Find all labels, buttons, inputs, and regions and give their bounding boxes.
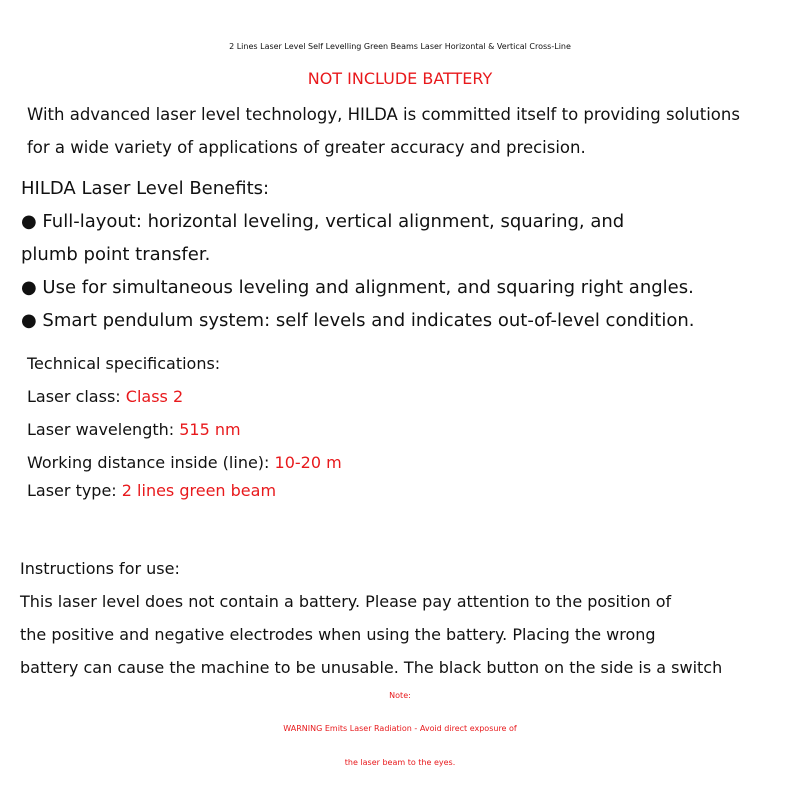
spec-laser-class (27, 389, 183, 405)
battery-warning-banner: NOT INCLUDE BATTERY (307, 69, 493, 88)
benefit-item: ● Full-layout: horizontal leveling, vertical alignment, squaring, and (21, 211, 625, 232)
spec-label: Working distance inside (line): (27, 453, 275, 472)
benefit-item: ● Smart pendulum system: self levels and indicates out-of-level condition. (21, 310, 695, 331)
benefit-item: ● Use for simultaneous leveling and alignment, and squaring right angles. (21, 277, 694, 298)
instructions-heading: Instructions for use: (20, 559, 180, 578)
spec-working-distance (27, 455, 342, 471)
spec-value: 10-20 m (274, 453, 342, 472)
spec-label: Laser type: (27, 481, 122, 500)
page-title: 2 Lines Laser Level Self Levelling Green Beams Laser Horizontal & Vertical Cross-Line (229, 42, 571, 51)
intro-line: With advanced laser level technology, HILDA is committed itself to providing solutions (27, 105, 740, 124)
spec-wavelength (27, 422, 241, 438)
spec-value: 2 lines green beam (121, 481, 277, 500)
spec-laser-type (27, 483, 276, 499)
intro-line: for a wide variety of applications of greater accuracy and precision. (27, 138, 586, 157)
benefit-item-continuation: plumb point transfer. (21, 244, 211, 265)
specs-heading: Technical specifications: (27, 354, 221, 373)
instructions-line: battery can cause the machine to be unusable. The black button on the side is a switch (20, 658, 723, 677)
instructions-line: the positive and negative electrodes when using the battery. Placing the wrong (20, 625, 656, 644)
benefits-heading: HILDA Laser Level Benefits: (21, 178, 270, 199)
laser-radiation-warning: the laser beam to the eyes. (344, 758, 456, 767)
spec-value: Class 2 (125, 387, 184, 406)
note-label: Note: (389, 691, 411, 700)
laser-radiation-warning: WARNING Emits Laser Radiation - Avoid direct exposure of (283, 724, 517, 733)
spec-label: Laser class: (27, 387, 126, 406)
spec-label: Laser wavelength: (27, 420, 180, 439)
instructions-line: This laser level does not contain a battery. Please pay attention to the position of (20, 592, 672, 611)
spec-value: 515 nm (179, 420, 241, 439)
